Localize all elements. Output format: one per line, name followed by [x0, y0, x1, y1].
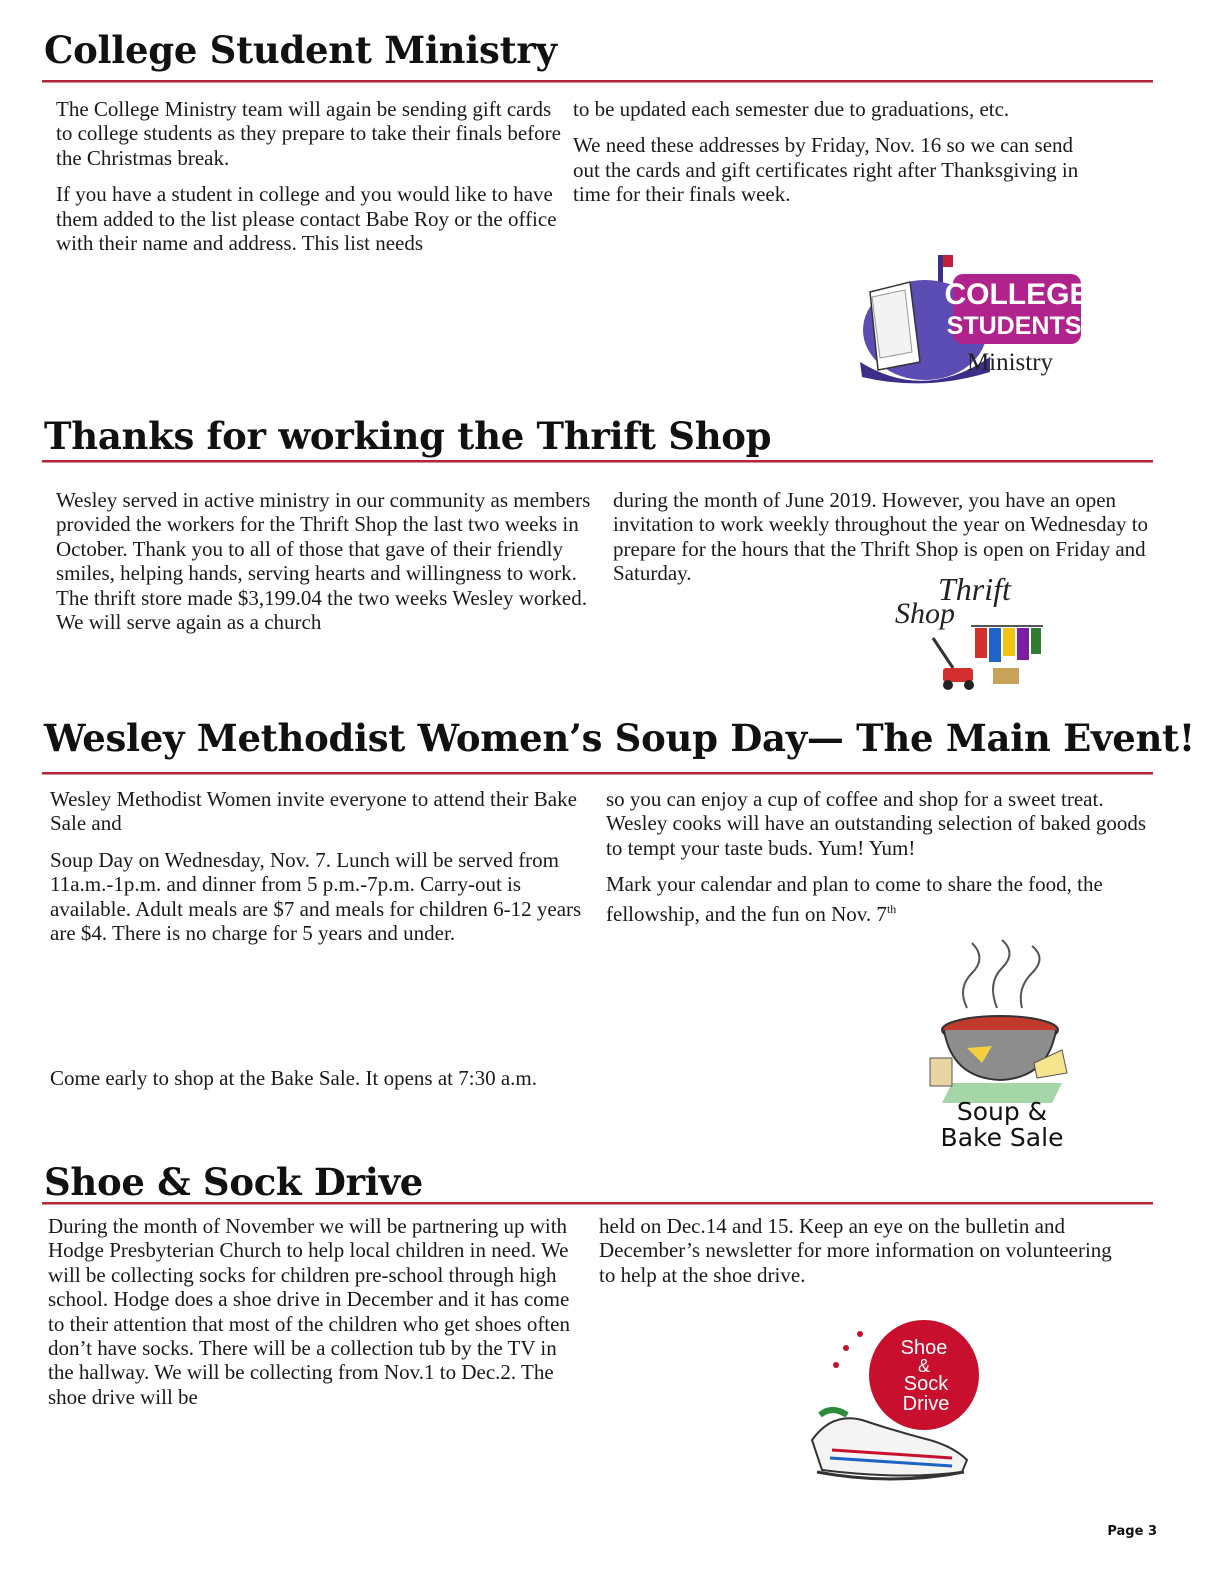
- shoe-sock-drive-heading: Shoe & Sock Drive: [44, 1160, 424, 1204]
- paragraph: held on Dec.14 and 15. Keep an eye on the bulletin and December’s newsletter for more information on volunteering to help at the shoe drive.: [599, 1214, 1112, 1287]
- section-divider: [42, 80, 1153, 83]
- logo-text: Shoe: [900, 1337, 948, 1359]
- college-col-1: [56, 97, 566, 267]
- superscript: th: [886, 901, 897, 916]
- logo-text: COLLEGE: [944, 278, 1090, 311]
- shoe-col-1: [48, 1214, 578, 1421]
- soup-col-2: [606, 787, 1156, 938]
- soup-col-1: [50, 787, 600, 957]
- paragraph: Come early to shop at the Bake Sale. It opens at 7:30 a.m.: [50, 1066, 537, 1090]
- paragraph: During the month of November we will be partnering up with Hodge Presbyterian Church to help local children in need. We will be collecting socks for children pre-school through high school. Hodge does a shoe drive in December and it has come to their attention that most of the children who get shoes often don’t have socks. There will be a collection tub by the TV in the hallway. We will be collecting from Nov.1 to Dec.2. The shoe drive will be: [48, 1214, 570, 1409]
- paragraph: so you can enjoy a cup of coffee and shop for a sweet treat. Wesley cooks will have an outstanding selection of baked goods to tempt your taste buds. Yum! Yum!: [606, 787, 1147, 860]
- logo-text: Thrift: [938, 571, 1011, 607]
- logo-text: Sock: [903, 1373, 949, 1395]
- college-ministry-heading: College Student Ministry: [44, 28, 557, 72]
- paragraph: Wesley Methodist Women invite everyone to attend their Bake Sale and: [50, 787, 577, 836]
- logo-text: Shop: [895, 597, 955, 630]
- logo-text: Ministry: [966, 349, 1054, 376]
- logo-text: &: [917, 1356, 931, 1376]
- soup-bake-sale-note: [50, 1066, 610, 1102]
- shoe-sock-drive-logo: [802, 1320, 982, 1500]
- logo-text: Soup &: [956, 1097, 1048, 1126]
- logo-text: Drive: [902, 1393, 950, 1415]
- section-divider: [42, 772, 1153, 775]
- section-divider: [42, 1202, 1153, 1205]
- paragraph: Wesley served in active ministry in our community as members provided the workers for the Thrift Shop the last two weeks in October. Thank you to all of those that gave of their friendly smiles, helping hands, serving hearts and willingness to work. The thrift store made $3,199.04 the two weeks Wesley worked. We will serve again as a church: [56, 488, 591, 635]
- logo-text: Bake Sale: [940, 1123, 1064, 1152]
- thrift-col-2: [613, 488, 1153, 598]
- thrift-col-1: [56, 488, 602, 646]
- thrift-shop-heading: Thanks for working the Thrift Shop: [44, 414, 772, 458]
- paragraph: The College Ministry team will again be sending gift cards to college students as they prepare to take their finals before the Christmas break.: [56, 97, 561, 170]
- soup-bake-sale-logo: [922, 938, 1072, 1154]
- page-number: Page 3: [1107, 1524, 1157, 1539]
- paragraph: We need these addresses by Friday, Nov. 16 so we can send out the cards and gift certificates right after Thanksgiving in time for their finals week.: [573, 133, 1079, 207]
- shoe-col-2: [599, 1214, 1129, 1299]
- logo-text: STUDENTS': [946, 312, 1088, 340]
- college-col-2: [573, 97, 1093, 219]
- thrift-shop-logo: [893, 568, 1053, 696]
- paragraph-text: Mark your calendar and plan to come to share the food, the fellowship, and the fun on Nov. 7: [606, 872, 1103, 926]
- paragraph: to be updated each semester due to graduations, etc.: [573, 97, 1010, 121]
- paragraph: Soup Day on Wednesday, Nov. 7. Lunch will be served from 11a.m.-1p.m. and dinner from 5 p.m.-7p.m. Carry-out is available. Adult meals are $7 and meals for children 6-12 years are $4. There is no charge for 5 years and under.: [50, 847, 582, 946]
- college-students-mailbox-logo: [850, 252, 1090, 387]
- paragraph: If you have a student in college and you would like to have them added to the list please contact Babe Roy or the office with their name and address. This list needs: [56, 182, 557, 256]
- paragraph: during the month of June 2019. However, you have an open invitation to work weekly throughout the year on Wednesday to prepare for the hours that the Thrift Shop is open on Friday and Saturday.: [613, 488, 1149, 586]
- soup-day-heading: Wesley Methodist Women’s Soup Day— The Main Event!: [44, 716, 1195, 760]
- paragraph: [606, 872, 1156, 926]
- section-divider: [42, 460, 1153, 463]
